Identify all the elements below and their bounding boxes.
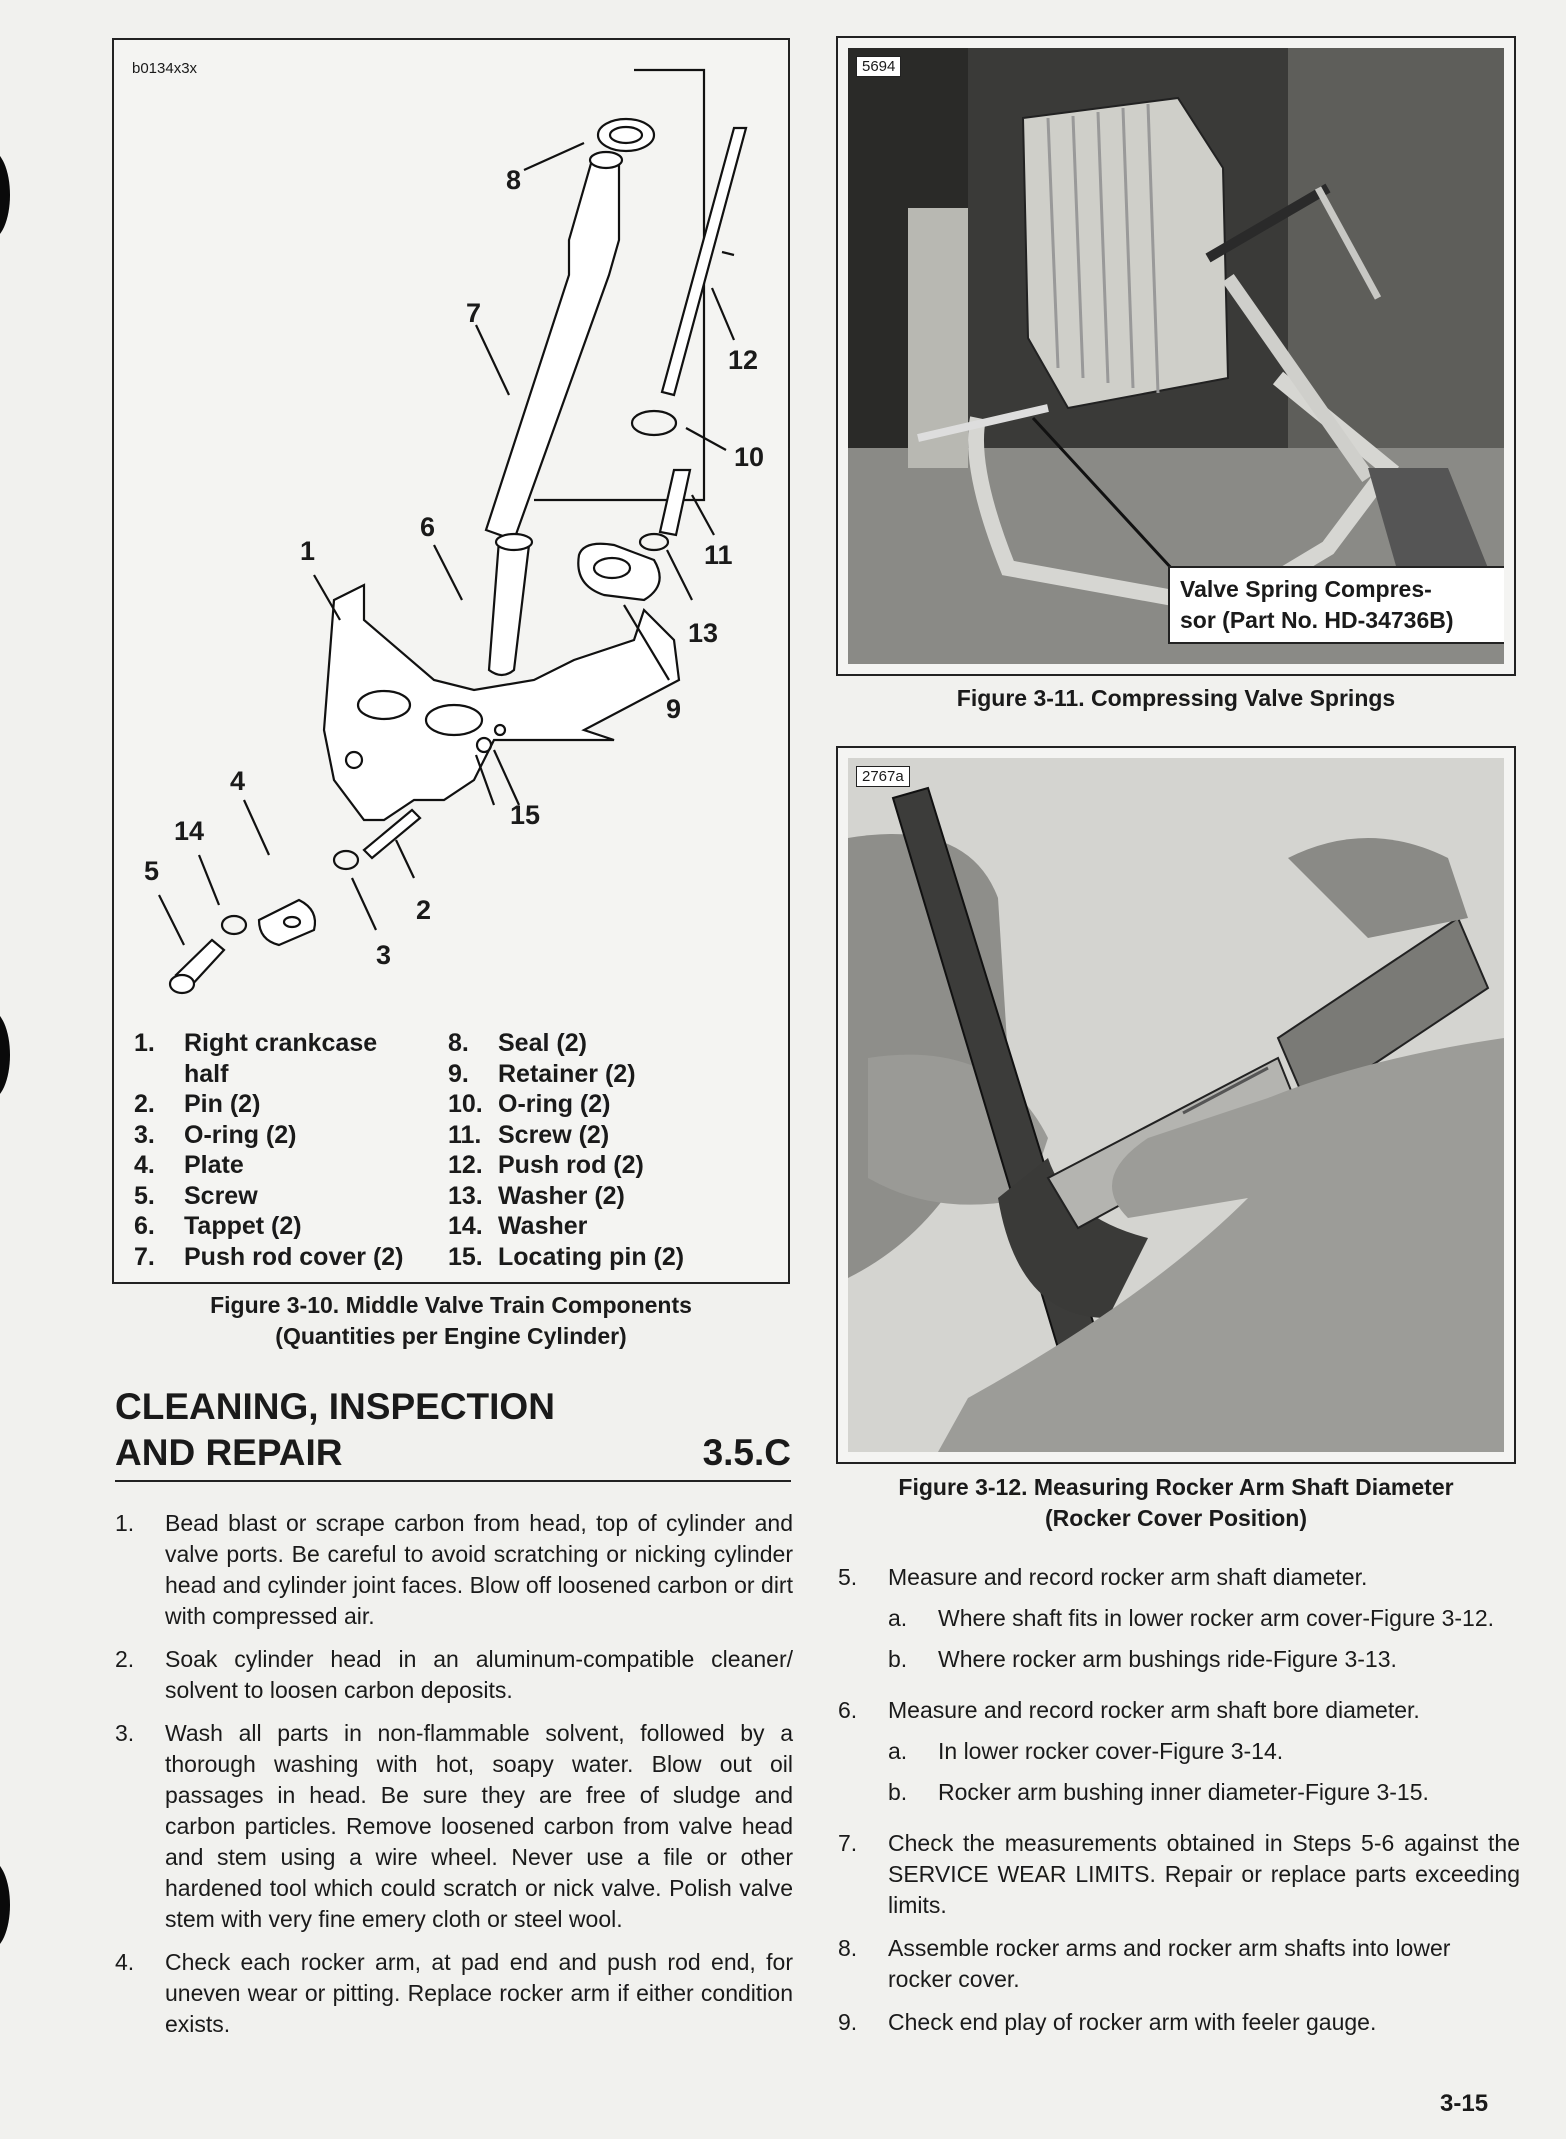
substep-item: a. Where shaft fits in lower rocker arm cover-Figure 3-12. <box>888 1605 1495 1631</box>
exploded-diagram <box>114 40 788 1030</box>
legend-right <box>448 1028 778 1272</box>
callout-5: 5 <box>144 856 160 886</box>
callout-2: 2 <box>416 895 432 925</box>
callout-13: 13 <box>688 618 719 648</box>
step-item: 5. Measure and record rocker arm shaft diameter. <box>838 1564 1368 1590</box>
callout-15: 15 <box>510 800 541 830</box>
step-item: 4. Check each rocker arm, at pad end and push rod end, for uneven wear or pitting. Replace rocker arm if either condition exists. <box>115 1949 793 2037</box>
callout-11: 11 <box>704 540 733 570</box>
valve-spring-photo <box>848 48 1504 664</box>
callout-7: 7 <box>466 298 482 328</box>
figure-code: 5694 <box>856 56 901 77</box>
figure-3-10-frame <box>112 38 790 1284</box>
section-heading <box>115 1384 791 1476</box>
callout-4: 4 <box>230 766 246 796</box>
step-item: 9. Check end play of rocker arm with feeler gauge. <box>838 2009 1377 2035</box>
micrometer-photo <box>848 758 1504 1452</box>
section-title-line1: CLEANING, INSPECTION <box>115 1386 555 1427</box>
section-rule <box>115 1480 791 1482</box>
legend-item: 11. Screw (2) <box>448 1120 610 1149</box>
binder-hole-icon <box>0 1860 10 1950</box>
binder-hole-icon <box>0 1010 10 1100</box>
callout-6: 6 <box>420 512 436 542</box>
callout-12: 12 <box>728 345 759 375</box>
page-number: 3-15 <box>1440 2090 1489 2117</box>
legend-item: 14. Washer <box>448 1212 588 1240</box>
legend-item: 6. Tappet (2) <box>134 1212 302 1240</box>
substep-item: b. Rocker arm bushing inner diameter-Figure 3-15. <box>888 1779 1429 1805</box>
figure-3-10-caption: Figure 3-10. Middle Valve Train Components (Quantities per Engine Cylinder) <box>210 1292 692 1349</box>
legend-item: 12. Push rod (2) <box>448 1151 644 1179</box>
binder-hole-icon <box>0 150 10 240</box>
steps-left <box>115 1508 793 2052</box>
legend-item: 7. Push rod cover (2) <box>134 1242 404 1271</box>
legend-item: 15. Locating pin (2) <box>448 1242 685 1271</box>
callout-9: 9 <box>666 694 682 724</box>
legend-item: 1. Right crankcase half <box>134 1029 378 1088</box>
tool-label: Valve Spring Compres- sor (Part No. HD-34736B) <box>1168 566 1504 644</box>
step-item: 1. Bead blast or scrape carbon from head, top of cylinder and valve ports. Be careful to avoid scratching or nicking cylinder head and cylinder joint faces. Blow off loosened carbon or dirt with compressed air. <box>115 1510 793 1629</box>
figure-3-11-caption: Figure 3-11. Compressing Valve Springs <box>956 685 1396 711</box>
substep-item: b. Where rocker arm bushings ride-Figure 3-13. <box>888 1646 1397 1672</box>
figure-code: 2767a <box>856 766 910 787</box>
legend-item: 5. Screw <box>134 1181 258 1210</box>
legend-item: 9. Retainer (2) <box>448 1059 636 1088</box>
step-item: 2. Soak cylinder head in an aluminum-compatible cleaner/ solvent to loosen carbon deposits. <box>115 1646 793 1703</box>
callout-1: 1 <box>300 536 316 566</box>
step-item: 7. Check the measurements obtained in Steps 5-6 against the SERVICE WEAR LIMITS. Repair or replace parts exceeding limits. <box>838 1830 1520 1918</box>
legend-item: 10. O-ring (2) <box>448 1090 611 1118</box>
legend-left <box>134 1028 444 1272</box>
figure-code: b0134x3x <box>132 60 198 77</box>
callout-10: 10 <box>734 442 765 472</box>
callout-8: 8 <box>506 165 522 195</box>
section-number: 3.5.C <box>702 1432 791 1473</box>
legend-item: 3. O-ring (2) <box>134 1120 297 1149</box>
legend-item: 4. Plate <box>134 1151 244 1179</box>
step-item: 8. Assemble rocker arms and rocker arm shafts into lower rocker cover. <box>838 1935 1451 1992</box>
steps-right <box>838 1562 1520 2050</box>
legend-item: 8. Seal (2) <box>448 1029 587 1057</box>
figure-3-11-frame <box>836 36 1516 676</box>
legend-item: 2. Pin (2) <box>134 1090 261 1118</box>
section-title-line2: AND REPAIR <box>115 1432 343 1473</box>
step-item: 6. Measure and record rocker arm shaft bore diameter. <box>838 1697 1420 1723</box>
figure-3-12-frame <box>836 746 1516 1464</box>
callout-14: 14 <box>174 816 205 846</box>
step-item: 3. Wash all parts in non-flammable solvent, followed by a thorough washing with hot, soapy water. Blow out oil passages in head. Be sure they are free of sludge and carbon particles. Remove loosened carbon from valve head and stem using a wire wheel. Never use a file or other hardened tool which could scratch or nick valve. Polish valve stem with very fine emery cloth or steel wool. <box>115 1720 793 1932</box>
legend-item: 13. Washer (2) <box>448 1181 625 1210</box>
figure-3-12-caption: Figure 3-12. Measuring Rocker Arm Shaft Diameter (Rocker Cover Position) <box>898 1474 1454 1531</box>
callout-3: 3 <box>376 940 392 970</box>
photo-illustration <box>848 758 1504 1452</box>
substep-item: a. In lower rocker cover-Figure 3-14. <box>888 1738 1284 1764</box>
